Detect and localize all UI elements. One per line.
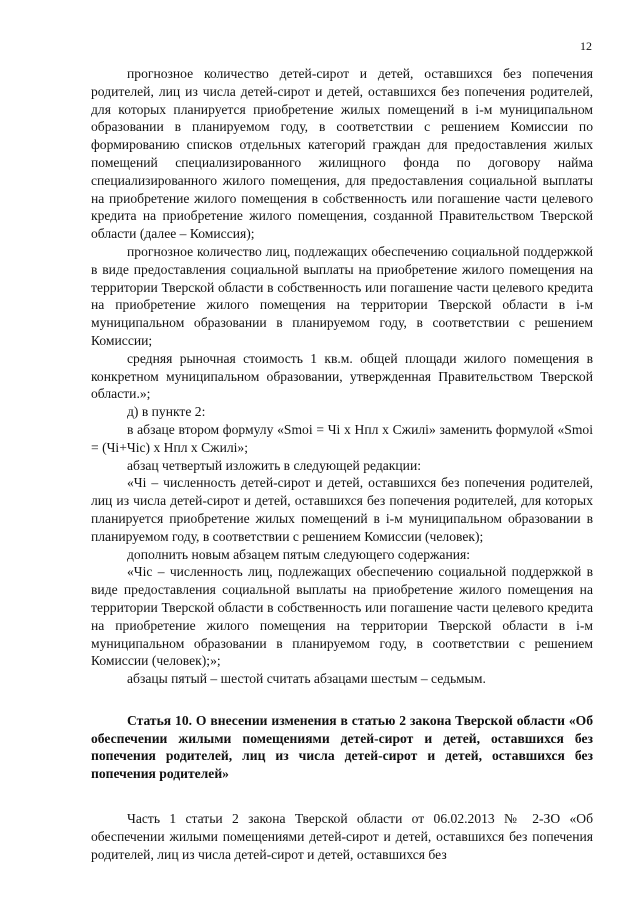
paragraph-formula: в абзаце втором формулу «Smoi = Чi х Нпл х Сжилi» заменить формулой «Smoi = (Чi+Чic) х Нпл х Сжилi»;: [91, 421, 593, 455]
paragraph-item-d: д) в пункте 2:: [127, 404, 206, 420]
article-10-heading: Статья 10. О внесении изменения в статью 2 закона Тверской области «Об обеспечении жилыми помещениями детей-сирот и детей, оставшихся без попечения родителей, лиц из числа детей-сирот и детей, оставшихся без попечения родителей»: [91, 712, 593, 782]
paragraph-chic-definition: «Чic – численность лиц, подлежащих обеспечению социальной поддержкой в виде предоставления социальной выплаты на приобретение жилого помещения на территории Тверской области в собственность или погашение части целевого кредита на приобретение жилого помещения на территории Тверской области в i-м муниципальном образовании в планируемом году, в соответствии с решением Комиссии (человек);»;: [91, 564, 593, 669]
paragraph-forecast-orphans: прогнозное количество детей-сирот и детей, оставшихся без попечения родителей, лиц из числа детей-сирот и детей, оставшихся без попечения родителей, для которых планируется приобретение жилых помещений в i-м муниципальном образовании в планируемом году, в соответствии с решением Комиссии по формированию списков отдельных категорий граждан для предоставления жилых помещений специализированного жилищного фонда по договору найма специализированного жилого помещения, для предоставления социальной выплаты на приобретение жилого помещения в собственность или погашение части целевого кредита на приобретение жилого помещения, созданной Правительством Тверской области (далее – Комиссия);: [91, 66, 593, 242]
paragraph-forecast-persons: прогнозное количество лиц, подлежащих обеспечению социальной поддержкой в виде предоставления социальной выплаты на приобретение жилого помещения на территории Тверской области в собственность или погашение части целевого кредита на приобретение жилого помещения на территории Тверской области в i-м муниципальном образовании в планируемом году, в соответствии с решением Комиссии;: [91, 243, 593, 348]
paragraph-part-1: Часть 1 статьи 2 закона Тверской области от 06.02.2013 № 2-ЗО «Об обеспечении жилыми помещениями детей-сирот и детей, оставшихся без попечения родителей, лиц из числа детей-сирот и детей, оставшихся без: [91, 811, 593, 862]
paragraph-add-fifth: дополнить новым абзацем пятым следующего содержания:: [127, 546, 471, 562]
page-number: 12: [580, 39, 592, 53]
paragraph-chi-definition: «Чi – численность детей-сирот и детей, оставшихся без попечения родителей, лиц из числа детей-сирот и детей, оставшихся без попечения родителей, для которых планируется приобретение жилых помещений в i-м муниципальном образовании в планируемом году, в соответствии с решением Комиссии (человек);: [91, 475, 593, 544]
paragraph-market-price: средняя рыночная стоимость 1 кв.м. общей площади жилого помещения в конкретном муниципальном образовании, утвержденная Правительством Тверской области.»;: [91, 350, 593, 402]
paragraph-renumber: абзацы пятый – шестой считать абзацами шестым – седьмым.: [127, 671, 486, 687]
document-body: [91, 65, 593, 863]
paragraph-fourth-abzac: абзац четвертый изложить в следующей редакции:: [127, 457, 422, 473]
